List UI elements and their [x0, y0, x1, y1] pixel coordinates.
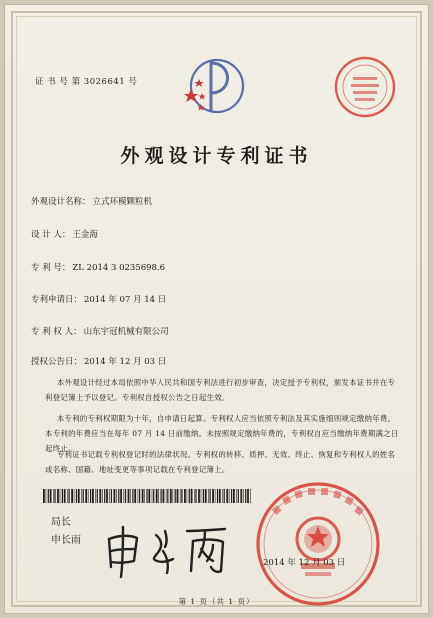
paragraph-term: 本专利的专利权期限为十年，自申请日起算。专利权人应当依照专利法及其实施细则规定缴纳年费。本专利的年费应当在每年 07 月 14 日前缴纳。未按照规定缴纳年费的，专利权自应当缴纳年费期满之日起终止。: [45, 414, 399, 453]
official-seal-icon: [253, 479, 383, 609]
field-value: 王金海: [72, 230, 98, 240]
page-title: 外观设计专利证书: [120, 145, 313, 167]
page-footer: 第 1 页（共 1 页）: [178, 597, 255, 606]
certificate-page: [4, 4, 429, 614]
barcode-icon: [43, 489, 253, 503]
field-label: 专利申请日：: [31, 295, 83, 305]
field-value: 山东宇冠机械有限公司: [83, 327, 169, 337]
field-label: 外观设计名称：: [31, 197, 91, 207]
signature-title: 局长: [51, 517, 71, 528]
signature-name: 申长雨: [51, 535, 81, 546]
field-value: 立式环模颗粒机: [92, 197, 153, 207]
handwritten-signature: [101, 521, 251, 579]
seal-date: 2014 年 12 月 03 日: [263, 558, 346, 568]
certificate-number: 证 书 号 第 3026641 号: [35, 77, 138, 87]
field-label: 专 利 号：: [31, 263, 71, 273]
field-designer: [31, 228, 98, 240]
field-application-date: [31, 293, 166, 305]
paragraph-legal-status: 专利证书记载专利权登记时的法律状况。专利权的转移、质押、无效、终止、恢复和专利权人的姓名或名称、国籍、地址变更等事项记载在专利登记簿上。: [45, 450, 396, 474]
field-patentee: [31, 325, 169, 337]
field-label: 专 利 权 人：: [31, 327, 82, 337]
field-value: ZL 2014 3 0235698.6: [72, 263, 166, 273]
red-stamp-icon: [333, 55, 397, 119]
patent-office-emblem-icon: [181, 53, 247, 119]
field-patent-number: [31, 261, 165, 273]
field-value: 2014 年 12 月 03 日: [84, 357, 167, 367]
field-grant-date: [31, 355, 166, 367]
field-value: 2014 年 07 月 14 日: [84, 295, 167, 305]
field-label: 设 计 人：: [31, 230, 71, 240]
field-design-name: [31, 195, 152, 207]
paragraph-grant: 本外观设计经过本局依照中华人民共和国专利法进行初步审查，决定授予专利权，颁发本证书并在专利登记簿上予以登记。专利权自授权公告之日起生效。: [45, 378, 396, 402]
field-label: 授权公告日：: [31, 357, 83, 367]
